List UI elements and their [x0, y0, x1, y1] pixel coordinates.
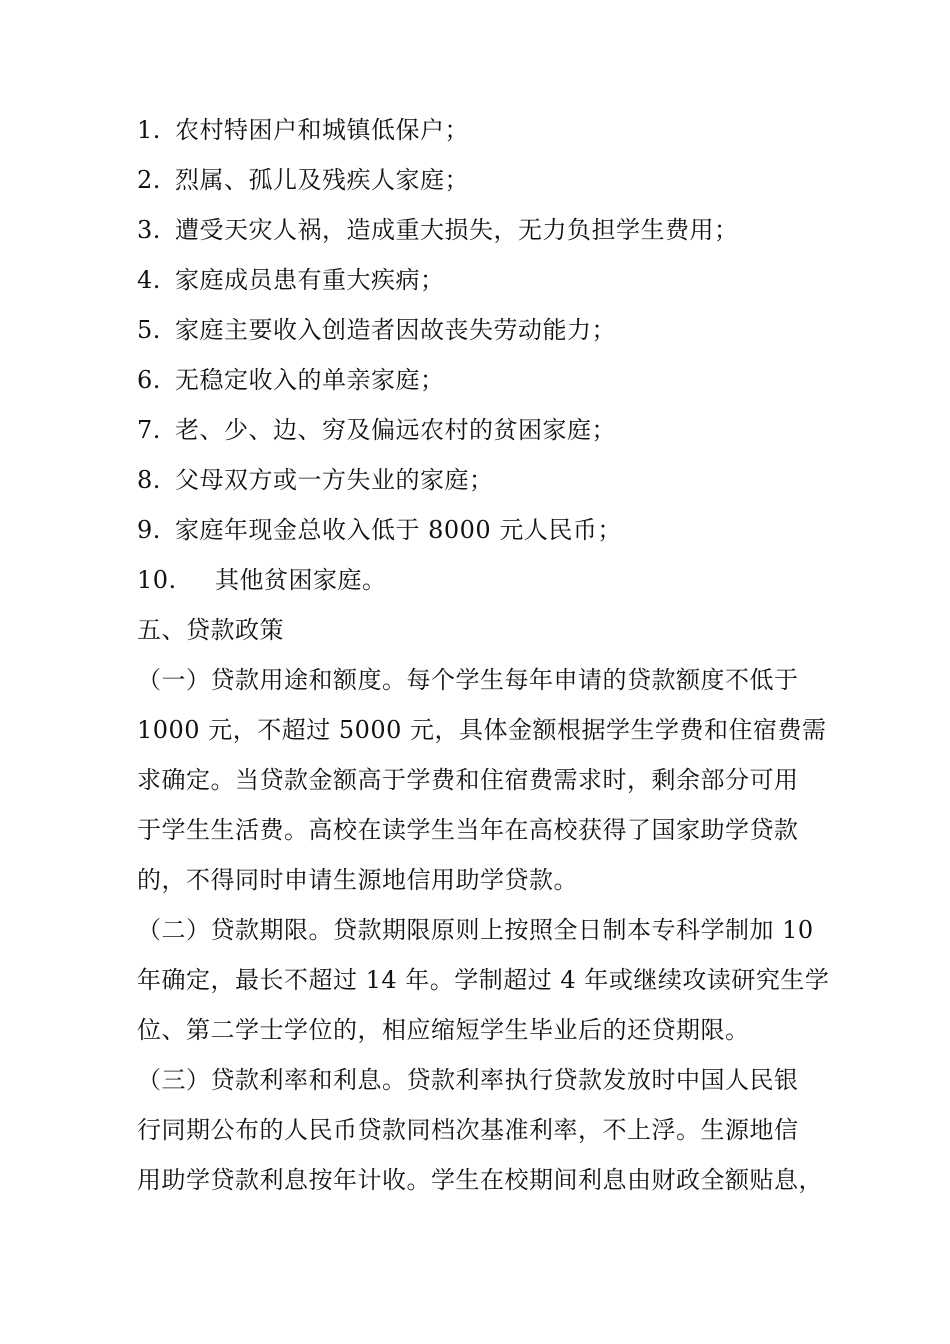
item-text: 父母双方或一方失业的家庭； — [175, 466, 494, 494]
item-text: 家庭成员患有重大疾病； — [175, 266, 445, 294]
item-text: 农村特困户和城镇低保户； — [175, 116, 469, 144]
criteria-item-9 — [137, 515, 622, 545]
item-text: 家庭年现金总收入低于 8000 元人民币； — [175, 516, 622, 544]
item-number: 5. — [137, 316, 161, 344]
body-line-1: （一）贷款用途和额度。每个学生每年申请的贷款额度不低于 — [137, 666, 799, 694]
item-text: 家庭主要收入创造者因故丧失劳动能力； — [175, 316, 616, 344]
item-number: 4. — [137, 266, 161, 294]
body-line-4: 于学生生活费。高校在读学生当年在高校获得了国家助学贷款 — [137, 816, 799, 844]
body-line-8: 位、第二学士学位的，相应缩短学生毕业后的还贷期限。 — [137, 1016, 750, 1044]
item-text: 老、少、边、穷及偏远农村的贫困家庭； — [175, 416, 616, 444]
item-number: 8. — [137, 466, 161, 494]
item-number: 1. — [137, 116, 161, 144]
criteria-item-2 — [137, 165, 469, 195]
criteria-item-1 — [137, 115, 469, 145]
item-text: 烈属、孤儿及残疾人家庭； — [175, 166, 469, 194]
item-number: 3. — [137, 216, 161, 244]
body-line-10: 行同期公布的人民币贷款同档次基准利率，不上浮。生源地信 — [137, 1116, 799, 1144]
body-line-3: 求确定。当贷款金额高于学费和住宿费需求时，剩余部分可用 — [137, 766, 799, 794]
body-line-9: （三）贷款利率和利息。贷款利率执行贷款发放时中国人民银 — [137, 1066, 799, 1094]
item-number: 6. — [137, 366, 161, 394]
criteria-item-8 — [137, 465, 494, 495]
item-text: 遭受天灾人祸，造成重大损失，无力负担学生费用； — [175, 216, 739, 244]
criteria-item-4 — [137, 265, 445, 295]
body-line-5: 的，不得同时申请生源地信用助学贷款。 — [137, 866, 578, 894]
body-line-2: 1000 元，不超过 5000 元，具体金额根据学生学费和住宿费需 — [137, 716, 827, 744]
item-number: 10. — [137, 566, 177, 594]
criteria-item-5 — [137, 315, 616, 345]
item-number: 7. — [137, 416, 161, 444]
item-text: 无稳定收入的单亲家庭； — [175, 366, 445, 394]
criteria-item-6 — [137, 365, 445, 395]
item-number: 2. — [137, 166, 161, 194]
body-line-6: （二）贷款期限。贷款期限原则上按照全日制本专科学制加 10 — [137, 916, 814, 944]
item-text: 其他贫困家庭。 — [215, 566, 387, 594]
body-line-7: 年确定，最长不超过 14 年。学制超过 4 年或继续攻读研究生学 — [137, 966, 830, 994]
criteria-item-10 — [137, 565, 387, 595]
section-title: 五、贷款政策 — [137, 616, 284, 644]
item-number: 9. — [137, 516, 161, 544]
body-line-11: 用助学贷款利息按年计收。学生在校期间利息由财政全额贴息， — [137, 1166, 823, 1194]
criteria-item-3 — [137, 215, 739, 245]
criteria-item-7 — [137, 415, 616, 445]
